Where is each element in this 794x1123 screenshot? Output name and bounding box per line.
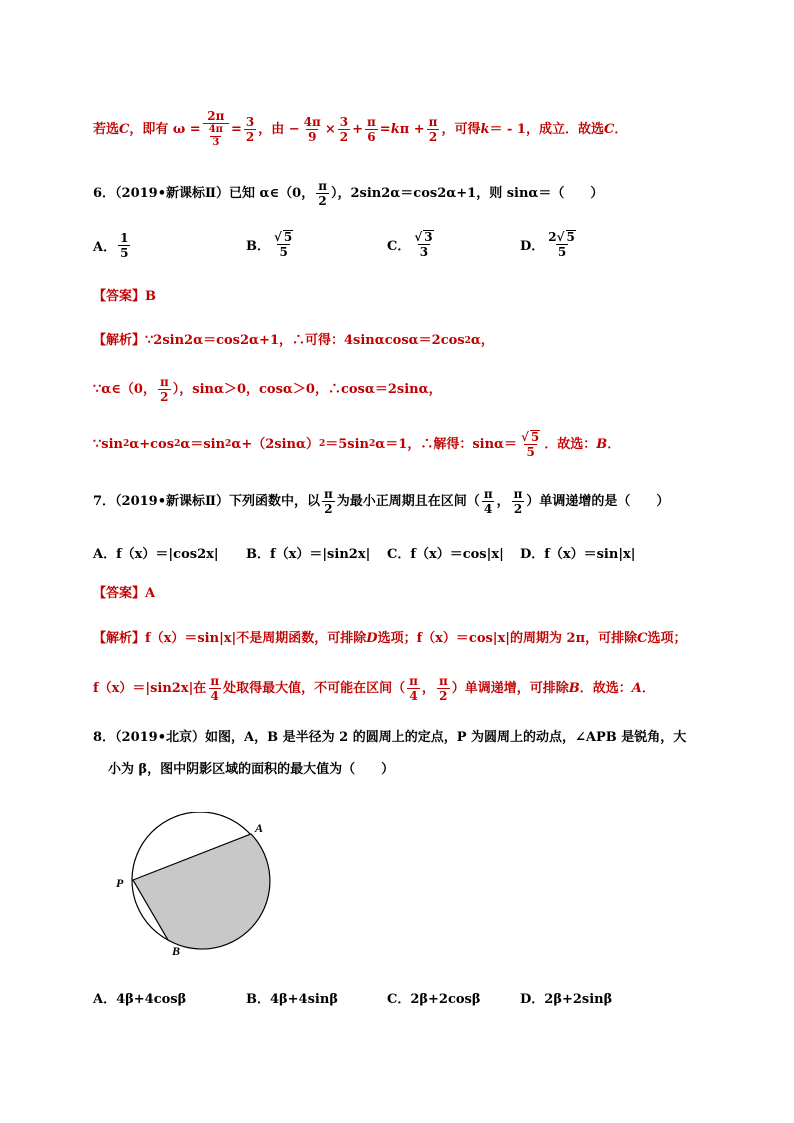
- coefficient: 2: [548, 230, 557, 244]
- text: α+cos: [129, 436, 175, 452]
- text: B: [596, 436, 608, 452]
- q6-analysis-line-2: [93, 376, 442, 403]
- fraction: [272, 230, 295, 258]
- text: f（x）＝sin|x|不是周期函数，可排除: [145, 631, 367, 646]
- text: ）单调递增的是（ ）: [526, 494, 670, 509]
- text: ，由 −: [258, 121, 300, 137]
- option-label: B．: [246, 238, 270, 254]
- analysis-label: 【解析】: [93, 631, 146, 646]
- text: ，: [496, 494, 510, 509]
- numerator: √ 5: [274, 230, 293, 244]
- text: 处取得最大值，不可能在区间（: [223, 681, 406, 696]
- numerator: π: [210, 674, 220, 688]
- text: α+（2sinα）: [231, 436, 319, 452]
- fraction: [546, 230, 578, 258]
- numerator: 4π: [303, 114, 321, 129]
- numerator: π: [438, 674, 448, 688]
- text: C: [119, 121, 130, 137]
- text: ．故选：: [579, 681, 632, 696]
- numerator: 3: [339, 114, 349, 129]
- text: f（x）＝|sin2x|在: [93, 681, 207, 696]
- q7-option-c[interactable]: C．f（x）＝cos|x|: [387, 547, 504, 562]
- circle-figure: [108, 812, 288, 962]
- text: k: [390, 121, 400, 137]
- numerator: 2π: [207, 109, 225, 123]
- text: +: [352, 121, 363, 137]
- numerator: π: [366, 114, 376, 129]
- numerator: π: [428, 114, 438, 129]
- text: 为最小正周期且在区间（: [336, 494, 480, 509]
- text: B: [568, 681, 580, 696]
- text: ＝ - 1，成立．故选: [489, 121, 604, 137]
- text: =: [230, 121, 242, 137]
- analysis-label: 【解析】: [93, 333, 146, 348]
- fraction: [412, 230, 435, 258]
- numerator: 4π: [208, 124, 223, 135]
- fraction: [302, 116, 323, 143]
- denominator: 9: [308, 129, 317, 144]
- numerator: 3: [245, 114, 255, 129]
- denominator: [203, 123, 229, 148]
- text: π +: [399, 121, 425, 137]
- fraction: [118, 232, 130, 259]
- text: ，: [421, 681, 435, 696]
- denominator: 3: [212, 137, 220, 148]
- text: ＝5sin: [325, 436, 369, 452]
- q7-analysis-line-1: [93, 632, 686, 645]
- denominator: 2: [428, 129, 438, 144]
- denominator: 2: [339, 129, 349, 144]
- fraction: [437, 675, 450, 702]
- text: α，: [470, 333, 494, 348]
- radicand: 5: [283, 230, 293, 244]
- numerator: π: [318, 179, 327, 193]
- q8-option-c[interactable]: C．2β+2cosβ: [387, 992, 481, 1007]
- text: ．: [614, 121, 628, 137]
- denominator: 4: [409, 689, 418, 703]
- text: ．: [607, 436, 621, 452]
- option-label: D．: [520, 238, 545, 254]
- fraction: [365, 116, 378, 143]
- numerator: 1: [120, 231, 129, 245]
- label-b: B: [172, 944, 181, 958]
- denominator: 5: [120, 246, 129, 260]
- fraction: [427, 116, 440, 143]
- denominator: 5: [279, 245, 288, 259]
- q6-answer: 【答案】B: [93, 289, 156, 304]
- denominator: 3: [419, 245, 429, 259]
- fraction: [482, 488, 495, 515]
- denominator: 5: [557, 245, 567, 259]
- fraction: [322, 488, 335, 515]
- q6-analysis-line-1: 【解析】 ∵2sin2α＝cos2α+1，∴可得：4sinαcosα＝2cos 2 α，: [93, 333, 494, 348]
- option-label: A．: [93, 240, 117, 255]
- denominator: 2: [513, 502, 523, 516]
- numerator: π: [513, 487, 523, 501]
- option-label: C．: [387, 238, 411, 254]
- fraction: [207, 125, 225, 148]
- fraction: [512, 488, 525, 515]
- q6-analysis-line-3: ∵sin 2 α+cos 2 α＝sin 2 α+（2sinα） 2 ＝5sin 2 α＝1，∴解得：sinα＝ $\frac{√ 5}{5}$ ．故选： B ．: [93, 430, 621, 459]
- text: ），2sin2α＝cos2α+1，则 sinα＝（ ）: [331, 186, 604, 201]
- fraction: [244, 116, 256, 143]
- radicand: 5: [530, 430, 540, 444]
- denominator: 2: [324, 502, 333, 516]
- denominator: 2: [160, 390, 169, 404]
- text: ）单调递增，可排除: [451, 681, 569, 696]
- text: ×: [324, 121, 336, 137]
- q7-option-a[interactable]: A．f（x）＝|cos2x|: [93, 547, 219, 562]
- text: 若选: [93, 121, 120, 137]
- denominator: 2: [439, 689, 448, 703]
- fraction: [203, 110, 229, 148]
- q8-option-d[interactable]: D．2β+2sinβ: [520, 992, 613, 1007]
- fraction: [158, 376, 171, 403]
- q7-option-b[interactable]: B．f（x）＝|sin2x|: [246, 547, 371, 562]
- fraction: [208, 675, 221, 702]
- prev-solution-line: [93, 110, 627, 148]
- fraction: [338, 116, 350, 143]
- text: C: [603, 121, 615, 137]
- label-a: A: [255, 821, 264, 835]
- text: ∵α∈（0，: [93, 382, 156, 397]
- question-8-stem-line-2: 小为 β，图中阴影区域的面积的最大值为（ ）: [108, 762, 395, 777]
- q8-option-b[interactable]: B．4β+4sinβ: [246, 992, 338, 1007]
- q6-option-c[interactable]: [387, 230, 438, 258]
- q6-option-a[interactable]: [93, 232, 132, 259]
- denominator: 4: [210, 689, 219, 703]
- text: α＝sin: [180, 436, 226, 452]
- radicand: 3: [424, 230, 433, 244]
- denominator: 2: [245, 129, 255, 144]
- numerator: √ 3: [414, 230, 433, 244]
- numerator: √ 5: [521, 430, 540, 444]
- q6-option-d[interactable]: [520, 230, 580, 258]
- text: 7．（2019•新课标Ⅱ）下列函数中，以: [93, 494, 320, 509]
- text: 选项；: [647, 631, 687, 646]
- text: ），sinα＞0，cosα＞0，∴cosα＝2sinα，: [172, 382, 442, 397]
- denominator: 6: [367, 129, 376, 144]
- q8-option-a[interactable]: A．4β+4cosβ: [93, 992, 187, 1007]
- text: ∵2sin2α＝cos2α+1，∴可得：4sinαcosα＝2cos: [145, 333, 465, 348]
- text: C: [637, 631, 648, 646]
- text: ．: [641, 681, 655, 696]
- fraction: [407, 675, 420, 702]
- q7-analysis-line-2: [93, 675, 655, 702]
- text: k: [480, 121, 490, 137]
- text: ．故选：: [544, 436, 597, 452]
- label-p: P: [116, 876, 124, 890]
- text: ，可得: [441, 121, 481, 137]
- question-6-stem: [93, 180, 603, 207]
- numerator: π: [159, 375, 169, 389]
- numerator: π: [409, 674, 418, 688]
- denominator: 4: [484, 502, 493, 516]
- text: =: [379, 121, 391, 137]
- q7-answer: 【答案】A: [93, 586, 156, 601]
- question-8-stem-line-1: 8．（2019•北京）如图，A，B 是半径为 2 的圆周上的定点，P 为圆周上的动点，∠APB 是锐角，大: [93, 730, 687, 745]
- fraction: [316, 180, 329, 207]
- numerator: 2√ 5: [548, 230, 575, 244]
- q7-option-d[interactable]: D．f（x）＝sin|x|: [520, 547, 636, 562]
- numerator: π: [324, 487, 333, 501]
- text: ，即有 ω =: [129, 121, 201, 137]
- text: A: [631, 681, 642, 696]
- text: ∵sin: [93, 436, 123, 452]
- question-7-stem: [93, 488, 669, 515]
- radicand: 5: [566, 230, 575, 244]
- text: α＝1，∴解得：sinα＝: [375, 436, 518, 452]
- text: 选项；f（x）＝cos|x|的周期为 2π，可排除: [377, 631, 638, 646]
- text: 6．（2019•新课标Ⅱ）已知 α∈（0，: [93, 186, 315, 201]
- denominator: 5: [526, 445, 535, 459]
- q6-option-b[interactable]: [246, 230, 297, 258]
- text: D: [366, 631, 378, 646]
- numerator: π: [483, 487, 493, 501]
- fraction: [519, 430, 542, 458]
- denominator: 2: [318, 194, 327, 208]
- shaded-region: [133, 834, 270, 949]
